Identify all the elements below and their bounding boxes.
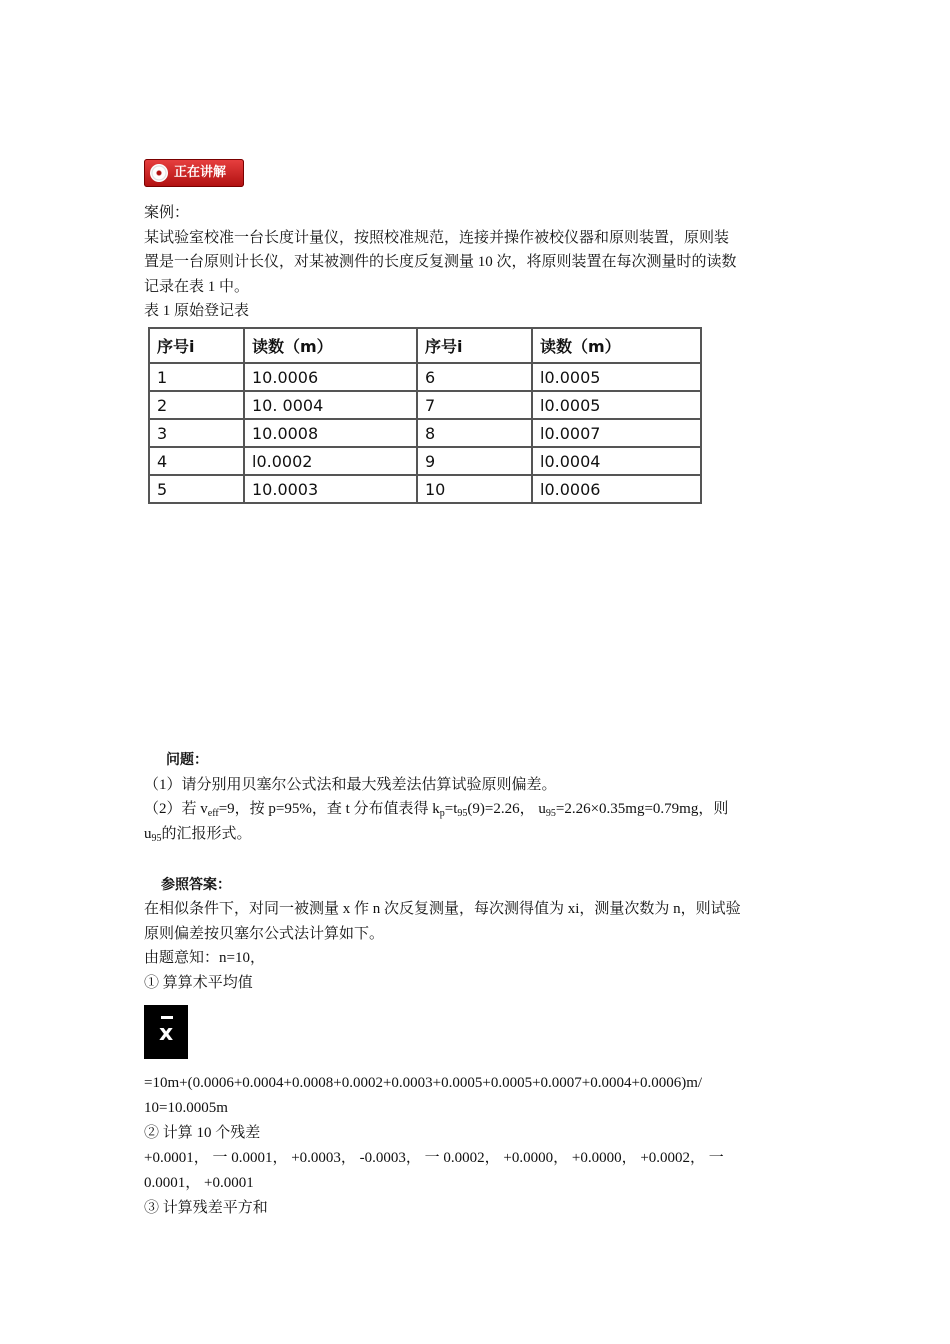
- table-row: [149, 447, 701, 475]
- table-row: [149, 419, 701, 447]
- now-explaining-badge[interactable]: [144, 159, 244, 187]
- q2-text: 的汇报形式。: [161, 826, 252, 842]
- table-cell: 9: [417, 447, 532, 475]
- question-heading: 问题：: [166, 752, 208, 768]
- table-cell: 3: [149, 419, 244, 447]
- badge-label: 正在讲解: [174, 165, 227, 180]
- table-header-cell: 读数（m）: [244, 328, 417, 363]
- table-cell: l0.0007: [532, 419, 701, 447]
- table-cell: 10: [417, 475, 532, 503]
- disc-icon: [150, 164, 168, 182]
- table-cell: l0.0005: [532, 363, 701, 391]
- step-3: ③ 计算残差平方和: [144, 1200, 268, 1216]
- q2-text: =9，按 p=95%，查 t 分布值表得 k: [218, 801, 440, 817]
- table-cell: l0.0005: [532, 391, 701, 419]
- table-cell: 5: [149, 475, 244, 503]
- table-header-cell: 序号i: [149, 328, 244, 363]
- q2-text: =t: [444, 801, 458, 817]
- overline-bar: [161, 1016, 173, 1019]
- registration-table: [148, 327, 702, 504]
- table-cell: 10.0003: [244, 475, 417, 503]
- table-cell: l0.0004: [532, 447, 701, 475]
- answer-line: 在相似条件下，对同一被测量 x 作 n 次反复测量，每次测得值为 xi，测量次数为 n，则试验: [144, 901, 741, 917]
- answer-line: 由题意知：n=10，: [144, 950, 265, 966]
- q2-text: =2.26×0.35mg=0.79mg，则: [555, 801, 729, 817]
- table-cell: l0.0002: [244, 447, 417, 475]
- x-bar-symbol: x: [159, 1021, 174, 1046]
- case-label: 案例：: [144, 205, 190, 221]
- mean-calculation: =10m+(0.0006+0.0004+0.0008+0.0002+0.0003+0.0005+0.0005+0.0007+0.0004+0.0006)m/: [144, 1075, 703, 1091]
- residuals-line: 0.0001， +0.0001: [144, 1175, 254, 1191]
- table-row: [149, 475, 701, 503]
- question-2: [144, 797, 728, 821]
- answer-heading: 参照答案：: [161, 877, 231, 893]
- table-cell: 7: [417, 391, 532, 419]
- q2-text: (9)=2.26， u: [467, 801, 546, 817]
- mean-calculation: 10=10.0005m: [144, 1100, 228, 1116]
- table-caption: 表 1 原始登记表: [144, 303, 250, 319]
- table-cell: l0.0006: [532, 475, 701, 503]
- q2-text: （2）若 v: [144, 801, 208, 817]
- q2-subscript: 95: [151, 833, 162, 844]
- answer-line: 原则偏差按贝塞尔公式法计算如下。: [144, 926, 385, 942]
- table-cell: 6: [417, 363, 532, 391]
- q2-subscript: 95: [457, 808, 468, 819]
- residuals-line: +0.0001， 一 0.0001， +0.0003， -0.0003， 一 0.0002， +0.0000， +0.0000， +0.0002， 一: [144, 1150, 724, 1166]
- table-cell: 10.0008: [244, 419, 417, 447]
- table-cell: 4: [149, 447, 244, 475]
- q2-subscript: 95: [545, 808, 556, 819]
- table-cell: 10.0006: [244, 363, 417, 391]
- table-header-row: [149, 328, 701, 363]
- question-1: （1）请分别用贝塞尔公式法和最大残差法估算试验原则偏差。: [144, 777, 557, 793]
- intro-paragraph-line: 某试验室校准一台长度计量仪，按照校准规范，连接并操作被校仪器和原则装置，原则装: [144, 230, 730, 246]
- q2-subscript: p: [439, 808, 445, 819]
- step-2: ② 计算 10 个残差: [144, 1125, 261, 1141]
- table-cell: 8: [417, 419, 532, 447]
- step-1: ① 算算术平均值: [144, 975, 253, 991]
- table-cell: 2: [149, 391, 244, 419]
- table-cell: 1: [149, 363, 244, 391]
- table-header-cell: 读数（m）: [532, 328, 701, 363]
- table-header-cell: 序号i: [417, 328, 532, 363]
- table-cell: 10. 0004: [244, 391, 417, 419]
- intro-paragraph-line: 记录在表 1 中。: [144, 279, 250, 295]
- table-row: [149, 391, 701, 419]
- q2-text: u: [144, 826, 152, 842]
- q2-subscript: eff: [207, 808, 219, 819]
- x-bar-formula-image: [144, 1005, 188, 1059]
- question-2-continued: [144, 822, 252, 846]
- table-row: [149, 363, 701, 391]
- intro-paragraph-line: 置是一台原则计长仪，对某被测件的长度反复测量 10 次，将原则装置在每次测量时的读数: [144, 254, 737, 270]
